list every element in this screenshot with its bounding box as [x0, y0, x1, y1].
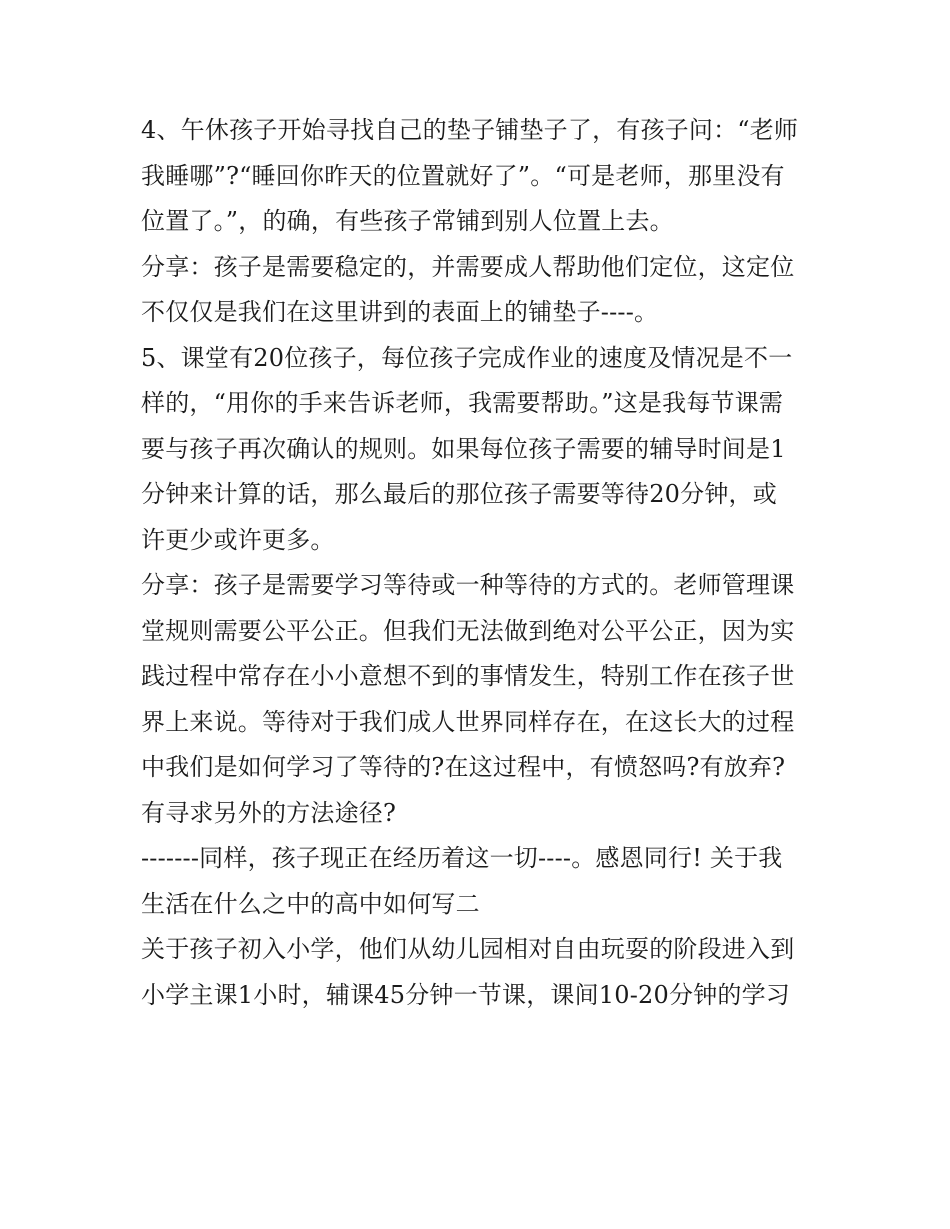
text-line: 界上来说。等待对于我们成人世界同样存在，在这长大的过程 [141, 707, 795, 736]
text-line: 许更少或许更多。 [141, 525, 335, 554]
text-line: 不仅仅是我们在这里讲到的表面上的铺垫子----。 [141, 298, 659, 326]
text-line: 中我们是如何学习了等待的?在这过程中，有愤怒吗?有放弃? [141, 753, 786, 781]
text-line: 践过程中常存在小小意想不到的事情发生，特别工作在孩子世 [141, 662, 795, 690]
text-line: 要与孩子再次确认的规则。如果每位孩子需要的辅导时间是1 [141, 434, 786, 463]
text-line: -------同样，孩子现正在经历着这一切----。感恩同行! 关于我 [141, 844, 783, 872]
text-line: 4、午休孩子开始寻找自己的垫子铺垫子了，有孩子问：“老师 [141, 116, 799, 144]
text-line: 样的，“用你的手来告诉老师，我需要帮助。”这是我每节课需 [141, 389, 784, 417]
text-line: 分享：孩子是需要稳定的，并需要成人帮助他们定位，这定位 [141, 252, 795, 281]
text-line: 生活在什么之中的高中如何写二 [141, 889, 480, 918]
text-line: 5、课堂有20位孩子，每位孩子完成作业的速度及情况是不一 [141, 343, 793, 372]
document-body [141, 108, 821, 1018]
text-line: 位置了。”，的确，有些孩子常铺到别人位置上去。 [141, 207, 674, 235]
text-line: 堂规则需要公平公正。但我们无法做到绝对公平公正，因为实 [141, 616, 795, 645]
text-line: 有寻求另外的方法途径? [141, 798, 397, 827]
text-line: 小学主课1小时，辅课45分钟一节课，课间10-20分钟的学习 [141, 980, 790, 1009]
text-line: 分享：孩子是需要学习等待或一种等待的方式的。老师管理课 [141, 571, 795, 599]
text-line: 我睡哪”?“睡回你昨天的位置就好了”。“可是老师，那里没有 [141, 161, 785, 190]
text-line: 关于孩子初入小学，他们从幼儿园相对自由玩耍的阶段进入到 [141, 935, 795, 963]
text-line: 分钟来计算的话，那么最后的那位孩子需要等待20分钟，或 [141, 480, 777, 508]
